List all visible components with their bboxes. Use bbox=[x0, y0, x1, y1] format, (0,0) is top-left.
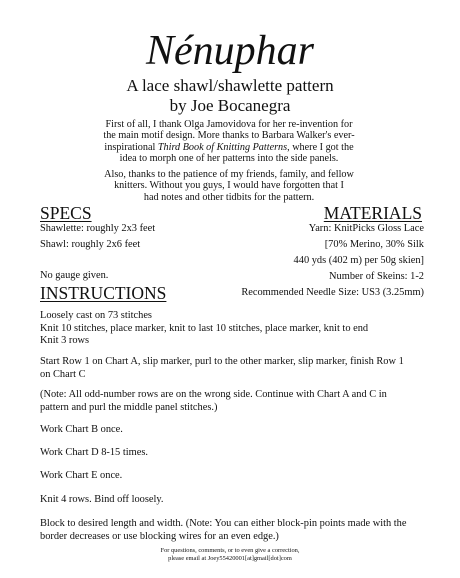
footer-contact bbox=[0, 547, 460, 563]
intro-line: had notes and other tidbits for the pattern. bbox=[143, 191, 315, 203]
instruction-line: Loosely cast on 73 stitches bbox=[40, 310, 152, 321]
material-yardage: 440 yds (402 m) per 50g skien] bbox=[293, 255, 424, 266]
pattern-author: by Joe Bocanegra bbox=[169, 96, 291, 115]
intro-acknowledgements bbox=[100, 119, 358, 165]
material-yarn: Yarn: KnitPicks Gloss Lace bbox=[308, 223, 424, 234]
intro-line: First of all, I thank Olga Jamovidova for her re-invention for bbox=[105, 119, 353, 130]
wrong-side-note bbox=[40, 389, 430, 414]
spec-shawlette: Shawlette: roughly 2x3 feet bbox=[40, 223, 156, 234]
footer-line: For questions, comments, or to even give a correction, bbox=[160, 547, 300, 554]
spec-gauge: No gauge given. bbox=[40, 270, 109, 281]
blocking-step bbox=[40, 518, 430, 543]
cast-on-step bbox=[40, 310, 430, 348]
pattern-subtitle: A lace shawl/shawlette pattern bbox=[126, 76, 334, 95]
intro-line: inspirational Third Book of Knitting Patterns, where I got the bbox=[104, 141, 354, 153]
material-skeins: Number of Skeins: 1-2 bbox=[329, 271, 424, 282]
material-needle: Recommended Needle Size: US3 (3.25mm) bbox=[241, 287, 424, 298]
instruction-line: on Chart C bbox=[40, 368, 86, 380]
spec-shawl: Shawl: roughly 2x6 feet bbox=[40, 239, 141, 250]
bind-off-step: Knit 4 rows. Bind off loosely. bbox=[40, 494, 164, 505]
instruction-line: Block to desired length and width. (Note: You can either block-pin points made with the bbox=[40, 518, 407, 529]
instructions-heading: INSTRUCTIONS bbox=[40, 283, 167, 303]
instruction-line: pattern and purl the middle panel stitches.) bbox=[40, 401, 218, 413]
start-row-step bbox=[40, 356, 430, 381]
materials-heading: MATERIALS bbox=[323, 203, 422, 223]
book-title: Third Book of Knitting Patterns bbox=[157, 141, 288, 153]
intro-line: the main motif design. More thanks to Barbara Walker's ever- bbox=[103, 130, 355, 142]
footer-email: please email at Joey55420001[at]gmail[dot]com bbox=[168, 555, 292, 562]
chart-e-step: Work Chart E once. bbox=[40, 470, 123, 481]
material-fiber: [70% Merino, 30% Silk bbox=[324, 239, 424, 250]
intro-line: knitters. Without you guys, I would have forgotten that I bbox=[114, 180, 344, 192]
intro-line: idea to morph one of her patterns into the side panels. bbox=[119, 153, 339, 165]
instruction-line: Knit 3 rows bbox=[40, 335, 90, 347]
instruction-line: Knit 10 stitches, place marker, knit to last 10 stitches, place marker, knit to end bbox=[40, 322, 369, 334]
instruction-line: Start Row 1 on Chart A, slip marker, purl to the other marker, slip marker, finish Row 1 bbox=[40, 356, 404, 367]
intro-thanks bbox=[100, 169, 358, 203]
specs-heading: SPECS bbox=[40, 203, 92, 223]
intro-line: Also, thanks to the patience of my friends, family, and fellow bbox=[104, 169, 354, 180]
instruction-line: (Note: All odd-number rows are on the wrong side. Continue with Chart A and C in bbox=[40, 389, 387, 400]
chart-b-step: Work Chart B once. bbox=[40, 424, 123, 435]
instruction-line: border decreases or use blocking wires for an even edge.) bbox=[40, 530, 279, 542]
chart-d-step: Work Chart D 8-15 times. bbox=[40, 447, 148, 458]
pattern-title: Nénuphar bbox=[146, 28, 314, 74]
